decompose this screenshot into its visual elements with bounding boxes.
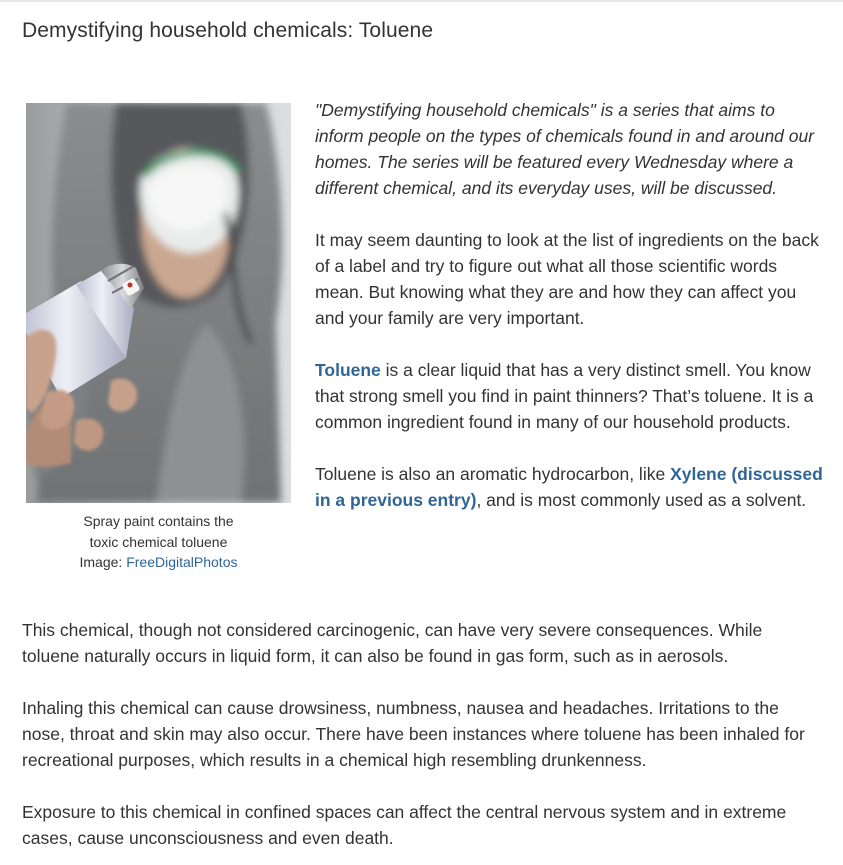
toluene-definition-text: is a clear liquid that has a very distinct smell. You know that strong smell you find in paint thinners? That’s toluene. It is a common ingredient found in many of our household products. <box>315 360 814 432</box>
figure-caption <box>26 511 291 573</box>
paragraph-exposure: Exposure to this chemical in confined spaces can affect the central nervous system and in extreme cases, cause unconsciousness and even death. <box>22 802 787 848</box>
caption-line-2: toxic chemical toluene <box>89 533 228 550</box>
paragraph-aromatic-hydrocarbon <box>315 461 825 513</box>
toluene-link[interactable]: Toluene <box>315 360 381 380</box>
hydrocarbon-text-suffix: , and is most commonly used as a solvent. <box>476 490 807 510</box>
article-body-full-width <box>22 617 822 865</box>
caption-line-1: Spray paint contains the <box>83 513 234 529</box>
caption-credit-prefix: Image: <box>79 554 127 570</box>
paragraph-consequences: This chemical, though not considered carcinogenic, can have very severe consequences. While toluene naturally occurs in liquid form, it can also be found in gas form, such as in aerosols. <box>22 620 763 666</box>
series-intro-paragraph: "Demystifying household chemicals" is a series that aims to inform people on the types of chemicals found in and around our homes. The series will be featured every Wednesday where a different chemical, and its everyday uses, will be discussed. <box>315 100 815 198</box>
article-title: Demystifying household chemicals: Toluene <box>22 19 434 42</box>
top-divider <box>0 0 843 2</box>
xylene-link[interactable]: Xylene (discussed in a previous entry) <box>315 464 823 510</box>
article-intro-column <box>315 97 825 539</box>
paragraph-ingredients: It may seem daunting to look at the list of ingredients on the back of a label and try to figure out what all those scientific words mean. But knowing what they are and how they can affect you and your family are very important. <box>315 230 819 328</box>
hydrocarbon-text-prefix: Toluene is also an aromatic hydrocarbon, like <box>315 464 671 484</box>
paragraph-toluene-definition <box>315 357 825 435</box>
paragraph-inhalation-effects: Inhaling this chemical can cause drowsiness, numbness, nausea and headaches. Irritations to the nose, throat and skin may also occur. There have been instances where toluene has been inhaled for recreational purposes, which results in a chemical high resembling drunkenness. <box>22 698 805 770</box>
article-figure <box>26 103 291 573</box>
image-credit-link[interactable]: FreeDigitalPhotos <box>126 554 238 570</box>
spray-paint-photo <box>26 103 291 503</box>
